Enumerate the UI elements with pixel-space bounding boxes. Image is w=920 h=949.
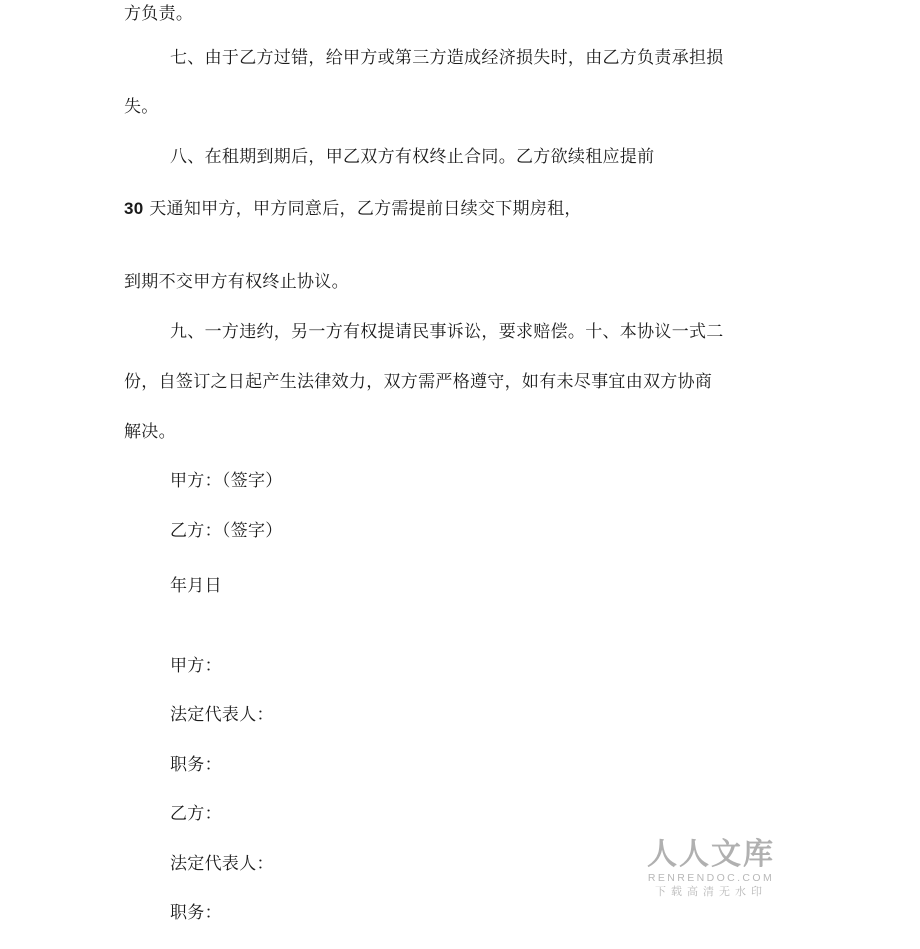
- signing-date: 年月日: [170, 576, 222, 596]
- clause-eight-cont-text: 天通知甲方，甲方同意后，乙方需提前日续交下期房租，: [143, 199, 582, 219]
- party-a-representative: 法定代表人：: [170, 705, 274, 725]
- party-a-label: 甲方：: [170, 656, 222, 676]
- clause-nine: 九、一方违约，另一方有权提请民事诉讼，要求赔偿。十、本协议一式二: [170, 322, 724, 342]
- clause-six-tail: 方负责。: [124, 4, 194, 24]
- watermark-url: RENRENDOC.COM: [647, 872, 775, 884]
- notice-days: 30: [124, 199, 144, 218]
- watermark-subtitle: 下载高清无水印: [655, 885, 767, 898]
- party-b-signature: 乙方：（签字）: [170, 521, 283, 541]
- party-a-signature: 甲方：（签字）: [170, 471, 283, 491]
- watermark-title: 人人文库: [647, 837, 775, 872]
- watermark-logo: [646, 838, 776, 900]
- clause-eight-cont: [124, 198, 582, 220]
- clause-ten-cont: 份，自签订之日起产生法律效力，双方需严格遵守，如有未尽事宜由双方协商: [124, 372, 713, 392]
- party-b-position: 职务：: [170, 903, 222, 923]
- clause-eight: 八、在租期到期后，甲乙双方有权终止合同。乙方欲续租应提前: [170, 147, 655, 167]
- clause-seven: 七、由于乙方过错，给甲方或第三方造成经济损失时，由乙方负责承担损: [170, 48, 724, 68]
- clause-eight-tail: 到期不交甲方有权终止协议。: [124, 272, 349, 292]
- party-b-representative: 法定代表人：: [170, 854, 274, 874]
- clause-seven-tail: 失。: [124, 97, 159, 117]
- clause-ten-tail: 解决。: [124, 422, 176, 442]
- party-a-position: 职务：: [170, 755, 222, 775]
- party-b-label: 乙方：: [170, 804, 222, 824]
